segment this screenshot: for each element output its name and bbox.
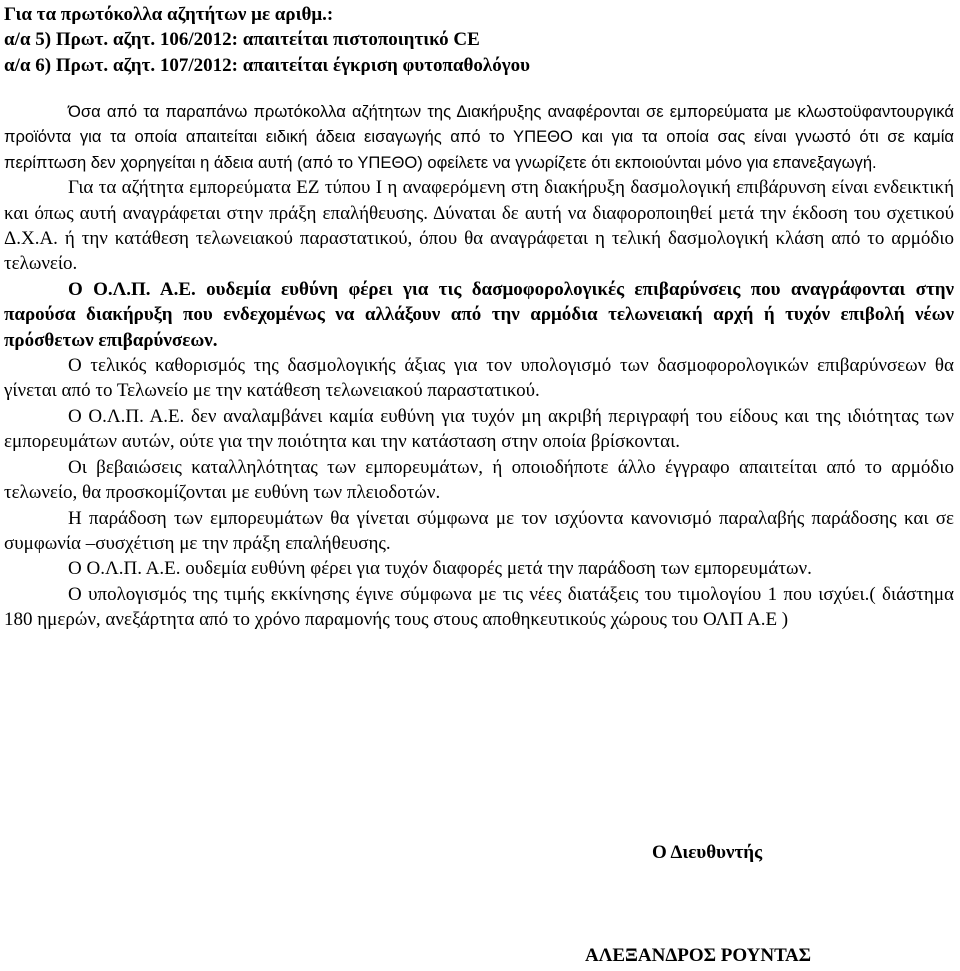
- paragraph-tariff-indicative: Για τα αζήτητα εμπορεύματα ΕΖ τύπου Ι η αναφερόμενη στη διακήρυξη δασμολογική επιβάρυνση είναι ενδεικτική και όπως αυτή αναγράφεται στην πράξη επαλήθευσης. Δύναται δε αυτή να διαφοροποιηθεί μετά την έκδοση του σχετικού Δ.Χ.Α. ή την κατάθεση τελωνειακού παραστατικού, όπου θα αναγράφεται η τελική δασμολογική κλάση από το αρμόδιο τελωνείο.: [4, 177, 954, 275]
- paragraph-delivery-terms: Η παράδοση των εμπορευμάτων θα γίνεται σύμφωνα με τον ισχύοντα κανονισμό παραλαβής παράδοσης και σε συμφωνία –συσχέτιση με την πράξη επαλήθευσης.: [4, 507, 954, 554]
- document-body: [4, 99, 954, 633]
- paragraph-textile-notice: Όσα από τα παραπάνω πρωτόκολλα αζήτητων της Διακήρυξης αναφέρονται σε εμπορεύματα με κλωστοϋφαντουργικά προϊόντα για τα οποία απαιτείται ειδική άδεια εισαγωγής από το ΥΠΕΘΟ και για τα οποία σας είναι γνωστό ότι σε καμία περίπτωση δεν χορηγείται η άδεια αυτή (από το ΥΠΕΘΟ) οφείλετε να γνωρίζετε ότι εκποιούνται μόνο για επανεξαγωγή.: [4, 102, 954, 172]
- paragraph-suitability-certificates: Οι βεβαιώσεις καταλληλότητας των εμπορευμάτων, ή οποιοδήποτε άλλο έγγραφο απαιτείται από το αρμόδιο τελωνείο, θα προσκομίζονται με ευθύνη των πλειοδοτών.: [4, 456, 954, 504]
- header-line-item-5: α/α 5) Πρωτ. αζητ. 106/2012: απαιτείται πιστοποιητικό CE: [4, 29, 480, 51]
- signature-title: Ο Διευθυντής: [652, 842, 763, 863]
- paragraph-olp-delivery-differences: Ο Ο.Λ.Π. Α.Ε. ουδεμία ευθύνη φέρει για τυχόν διαφορές μετά την παράδοση των εμπορευμάτων.: [68, 558, 812, 580]
- signature-name: ΑΛΕΞΑΝΔΡΟΣ ΡΟΥΝΤΑΣ: [585, 945, 812, 966]
- header-line-intro: Για τα πρωτόκολλα αζητήτων με αριθμ.:: [4, 4, 334, 25]
- paragraph-starting-price: Ο υπολογισμός της τιμής εκκίνησης έγινε σύμφωνα με τις νέες διατάξεις του τιμολογίου 1 που ισχύει.( διάστημα 180 ημερών, ανεξάρτητα από το χρόνο παραμονής τους στους αποθηκευτικούς χώρους του ΟΛΠ Α.Ε ): [4, 583, 954, 631]
- protocol-header: [4, 2, 956, 78]
- paragraph-olp-description-liability: Ο Ο.Λ.Π. Α.Ε. δεν αναλαμβάνει καμία ευθύνη για τυχόν μη ακριβή περιγραφή του είδους και της ιδιότητας των εμπορευμάτων αυτών, ούτε για την ποιότητα και την κατάσταση στην οποία βρίσκονται.: [4, 405, 954, 453]
- paragraph-customs-valuation: Ο τελικός καθορισμός της δασμολογικής άξιας για τον υπολογισμό των δασμοφορολογικών επιβαρύνσεων θα γίνεται από το Τελωνείο με την κατάθεση τελωνειακού παραστατικού.: [4, 355, 954, 402]
- header-line-item-6: α/α 6) Πρωτ. αζητ. 107/2012: απαιτείται έγκριση φυτοπαθολόγου: [4, 54, 530, 76]
- paragraph-olp-liability-charges: Ο Ο.Λ.Π. Α.Ε. ουδεμία ευθύνη φέρει για τις δασμοφορολογικές επιβαρύνσεις που αναγράφονται στην παρούσα διακήρυξη που ενδεχομένως να αλλάξουν από την αρμόδια τελωνειακή αρχή ή τυχόν επιβολή νέων πρόσθετων επιβαρύνσεων.: [4, 278, 954, 351]
